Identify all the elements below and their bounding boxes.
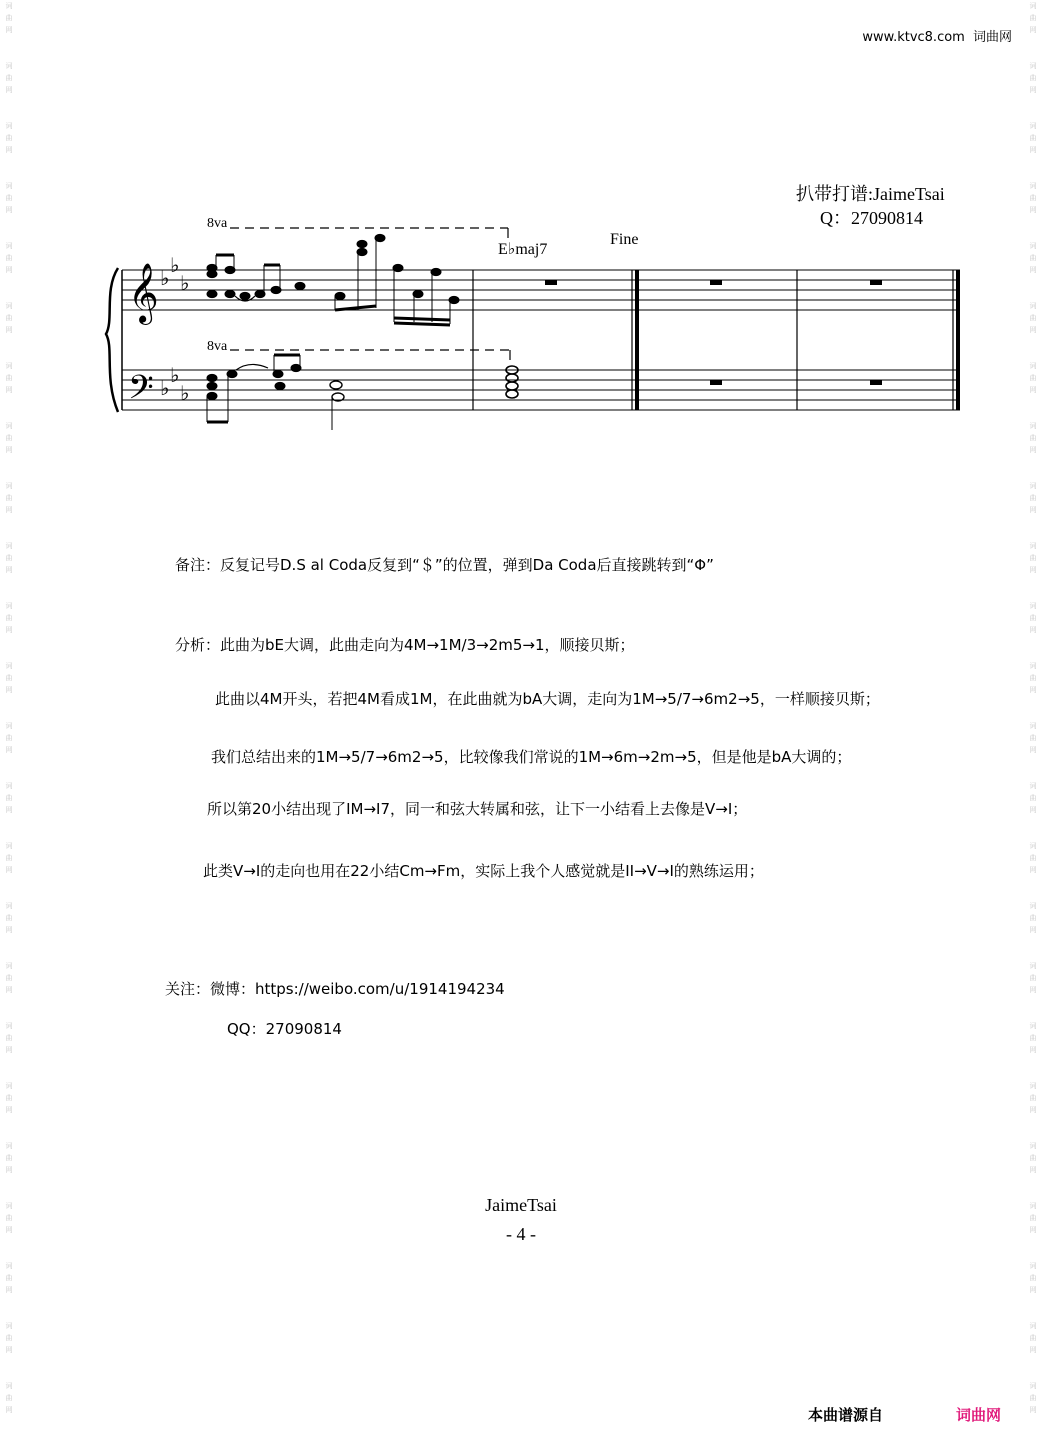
watermark-text: 词 曲 网 <box>1029 302 1037 334</box>
bass-clef: 𝄢 <box>128 369 154 415</box>
watermark-text: 词 曲 网 <box>1029 842 1037 874</box>
watermark-text: 词 曲 网 <box>5 662 13 694</box>
ottava-lines <box>230 228 510 360</box>
watermark-text: 词 曲 网 <box>5 422 13 454</box>
watermark-text: 词 曲 网 <box>1029 242 1037 274</box>
watermark-text: 词 曲 网 <box>1029 1142 1037 1174</box>
source-label: 本曲谱源自 <box>808 1406 884 1424</box>
watermark-text: 词 曲 网 <box>1029 1202 1037 1234</box>
analysis-line-4: 所以第20小结出现了IM→I7，同一和弦大转属和弦，让下一小结看上去像是V→I； <box>207 800 748 818</box>
watermark-text: 词 曲 网 <box>5 1382 13 1414</box>
qq-line: QQ：27090814 <box>227 1020 342 1038</box>
analysis-line-2: 此曲以4M开头，若把4M看成1M，在此曲就为bA大调，走向为1M→5/7→6m2→5，一样顺接贝斯； <box>215 690 880 708</box>
watermark-text: 词 曲 网 <box>5 782 13 814</box>
watermark-text: 词 曲 网 <box>1029 182 1037 214</box>
footer-author: JaimeTsai <box>485 1195 557 1215</box>
whole-rests <box>545 280 882 385</box>
source-site-link[interactable]: 词曲网 <box>956 1406 1002 1424</box>
watermark-text: 词 曲 网 <box>5 1022 13 1054</box>
svg-text:♭: ♭ <box>160 376 170 400</box>
watermark-text: 词 曲 网 <box>1029 662 1037 694</box>
watermark-text: 词 曲 网 <box>5 842 13 874</box>
bass-staff <box>122 370 960 410</box>
svg-text:♭: ♭ <box>170 363 180 387</box>
svg-text:♭: ♭ <box>170 253 180 277</box>
watermark-text: 词 曲 网 <box>5 902 13 934</box>
watermark-text: 词 曲 网 <box>5 1262 13 1294</box>
analysis-line-1: 分析：此曲为bE大调，此曲走向为4M→1M/3→2m5→1，顺接贝斯； <box>175 636 635 654</box>
watermark-text: 词 曲 网 <box>5 182 13 214</box>
watermark-text: 词 曲 网 <box>1029 362 1037 394</box>
treble-clef: 𝄞 <box>128 263 159 323</box>
watermark-text: 词 曲 网 <box>1029 1382 1037 1414</box>
bass-chord-measure-2 <box>506 366 518 398</box>
site-header <box>862 26 1012 45</box>
watermark-text: 词 曲 网 <box>5 62 13 94</box>
bass-notes-measure-1 <box>207 355 344 430</box>
key-signature-treble <box>160 253 189 295</box>
watermark-text: 词 曲 网 <box>1029 782 1037 814</box>
watermark-text: 词 曲 网 <box>1029 1022 1037 1054</box>
treble-staff <box>122 270 960 310</box>
follow-line: 关注：微博：https://weibo.com/u/1914194234 <box>165 980 505 998</box>
ottava-mark-bass: 8va <box>207 339 228 354</box>
watermark-text: 词 曲 网 <box>5 1322 13 1354</box>
svg-text:♭: ♭ <box>160 266 170 290</box>
analysis-line-3: 我们总结出来的1M→5/7→6m2→5，比较像我们常说的1M→6m→2m→5，但是他是bA大调的； <box>211 748 852 766</box>
watermark-text: 词 曲 网 <box>5 722 13 754</box>
watermark-text: 词 曲 网 <box>5 482 13 514</box>
watermark-text: 词 曲 网 <box>5 302 13 334</box>
watermark-text: 词 曲 网 <box>5 362 13 394</box>
watermark-text: 词 曲 网 <box>1029 602 1037 634</box>
grand-staff-brace <box>106 268 118 412</box>
fine-label: Fine <box>610 231 639 248</box>
watermark-text: 词 曲 网 <box>5 542 13 574</box>
watermark-text: 词 曲 网 <box>1029 962 1037 994</box>
watermark-text: 词 曲 网 <box>5 1142 13 1174</box>
watermark-text: 词 曲 网 <box>1029 1082 1037 1114</box>
watermark-text: 词 曲 网 <box>1029 722 1037 754</box>
watermark-text: 词 曲 网 <box>1029 1322 1037 1354</box>
watermark-text: 词 曲 网 <box>1029 1262 1037 1294</box>
watermark-text: 词 曲 网 <box>1029 902 1037 934</box>
watermark-text: 词 曲 网 <box>5 962 13 994</box>
page-number: - 4 - <box>506 1224 536 1244</box>
watermark-text: 词 曲 网 <box>5 1202 13 1234</box>
watermark-text: 词 曲 网 <box>5 1082 13 1114</box>
ottava-mark-treble: 8va <box>207 216 228 231</box>
watermark-text: 词 曲 网 <box>1029 422 1037 454</box>
watermark-text: 词 曲 网 <box>5 2 13 34</box>
analysis-line-5: 此类V→I的走向也用在22小结Cm→Fm，实际上我个人感觉就是II→V→I的熟练运用； <box>203 862 764 880</box>
remark-line: 备注：反复记号D.S al Coda反复到“＄”的位置，弹到Da Coda后直接跳转到“Φ” <box>175 556 714 574</box>
site-name: 词曲网 <box>972 30 1012 45</box>
site-url-link[interactable]: www.ktvc8.com <box>862 30 965 45</box>
svg-text:♭: ♭ <box>180 271 190 295</box>
chord-symbol: E♭maj7 <box>498 241 548 258</box>
watermark-text: 词 曲 网 <box>5 122 13 154</box>
watermark-text: 词 曲 网 <box>1029 542 1037 574</box>
transcriber-name: 扒带打谱:JaimeTsai <box>796 184 945 204</box>
svg-text:♭: ♭ <box>180 381 190 405</box>
watermark-text: 词 曲 网 <box>1029 62 1037 94</box>
barlines <box>473 270 958 410</box>
watermark-text: 词 曲 网 <box>1029 2 1037 34</box>
music-score <box>100 210 970 440</box>
watermark-text: 词 曲 网 <box>5 242 13 274</box>
transcriber-qq: Q：27090814 <box>820 208 923 228</box>
key-signature-bass <box>160 363 189 405</box>
watermark-text: 词 曲 网 <box>1029 122 1037 154</box>
watermark-text: 词 曲 网 <box>5 602 13 634</box>
watermark-text: 词 曲 网 <box>1029 482 1037 514</box>
